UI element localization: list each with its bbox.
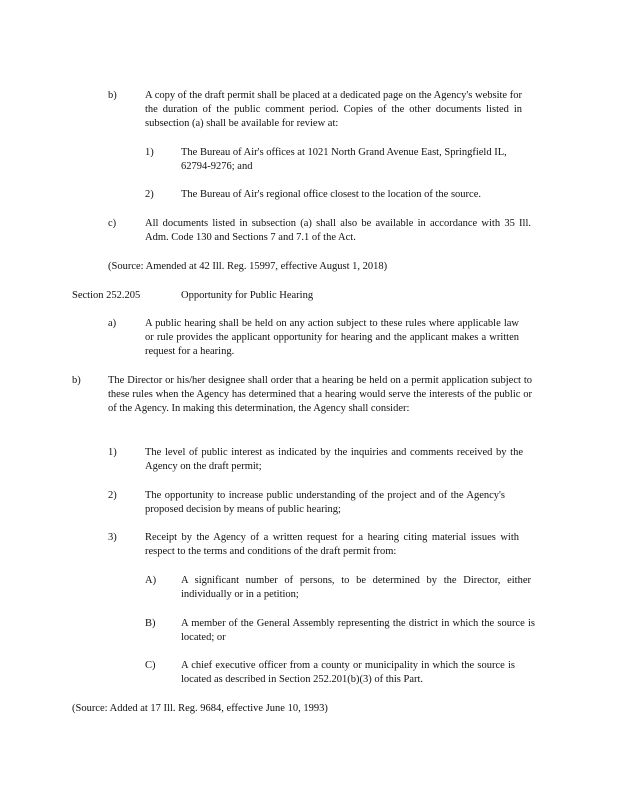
source-note: (Source: Amended at 42 Ill. Reg. 15997, effective August 1, 2018) [108,261,388,272]
subitem-a-text: A significant number of persons, to be determined by the Director, either individually or in a petition; [181,575,531,600]
item-1-text: The level of public interest as indicated by the inquiries and comments received by the Agency on the draft permit; [145,447,523,472]
item-label-3: 3) [108,532,117,543]
subitem-c-text: A chief executive officer from a county or municipality in which the source is located as described in Section 252.201(b)(3) of this Part. [181,660,515,685]
subsection-b-text: A copy of the draft permit shall be placed at a dedicated page on the Agency's website for the duration of the public comment period. Copies of the other documents listed in subsection (a) shall be available for review at: [145,90,522,129]
item-label-1: 1) [108,447,117,458]
subsection-c-text: All documents listed in subsection (a) shall also be available in accordance with 35 Ill. Adm. Code 130 and Sections 7 and 7.1 of the Act. [145,218,531,243]
section-number: Section 252.205 [72,290,141,301]
subitem-label-a: A) [145,575,157,586]
item-label-2: 2) [108,490,117,501]
subitem-label-c: C) [145,660,156,671]
subsection-label-a: a) [108,318,117,329]
item-2-text: The Bureau of Air's regional office closest to the location of the source. [181,189,481,200]
subsection-b-text: The Director or his/her designee shall order that a hearing be held on a permit application subject to these rules when the Agency has determined that a hearing would serve the interests of the public or of the Agency. In making this determination, the Agency shall consider: [108,375,532,414]
subsection-label-b: b) [72,375,81,386]
subsection-label-b: b) [108,90,117,101]
source-note: (Source: Added at 17 Ill. Reg. 9684, effective June 10, 1993) [72,703,328,714]
item-label-2: 2) [145,189,154,200]
subsection-a-text: A public hearing shall be held on any action subject to these rules where applicable law or rule provides the applicant opportunity for hearing and the applicant makes a written request for a hearing. [145,318,519,357]
item-label-1: 1) [145,147,154,158]
subitem-b-text: A member of the General Assembly representing the district in which the source is located; or [181,618,535,643]
item-2-text: The opportunity to increase public understanding of the project and of the Agency's proposed decision by means of public hearing; [145,490,505,515]
item-1-text: The Bureau of Air's offices at 1021 North Grand Avenue East, Springfield IL, 62794-9276; and [181,147,507,172]
item-3-text: Receipt by the Agency of a written request for a hearing citing material issues with respect to the terms and conditions of the draft permit from: [145,532,519,557]
subsection-label-c: c) [108,218,117,229]
section-title: Opportunity for Public Hearing [181,290,314,301]
subitem-label-b: B) [145,618,156,629]
